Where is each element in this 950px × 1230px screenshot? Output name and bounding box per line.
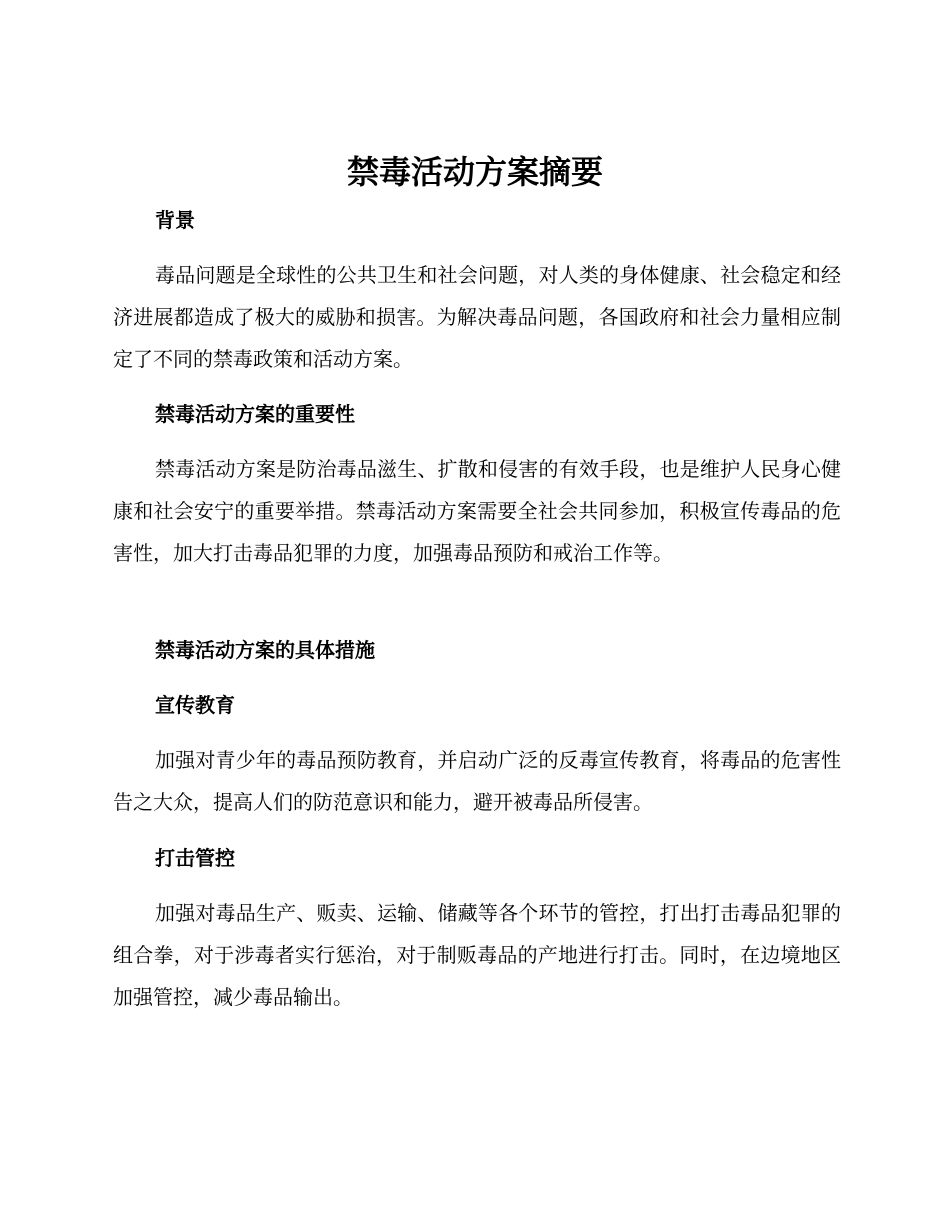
section-heading-background: 背景 bbox=[155, 208, 195, 232]
section-paragraph-enforcement: 加强对毒品生产、贩卖、运输、储藏等各个环节的管控，打出打击毒品犯罪的组合拳，对于涉毒者实行惩治，对于制贩毒品的产地进行打击。同时，在边境地区加强管控，减少毒品输出。 bbox=[113, 901, 841, 1009]
section-heading-importance: 禁毒活动方案的重要性 bbox=[155, 402, 355, 426]
section-paragraph-background: 毒品问题是全球性的公共卫生和社会问题，对人类的身体健康、社会稳定和经济进展都造成了极大的威胁和损害。为解决毒品问题，各国政府和社会力量相应制定了不同的禁毒政策和活动方案。 bbox=[113, 263, 841, 371]
section-heading-education: 宣传教育 bbox=[155, 693, 235, 717]
section-heading-measures: 禁毒活动方案的具体措施 bbox=[155, 638, 375, 662]
section-paragraph-education: 加强对青少年的毒品预防教育，并启动广泛的反毒宣传教育，将毒品的危害性告之大众，提高人们的防范意识和能力，避开被毒品所侵害。 bbox=[113, 748, 841, 814]
section-paragraph-importance: 禁毒活动方案是防治毒品滋生、扩散和侵害的有效手段，也是维护人民身心健康和社会安宁的重要举措。禁毒活动方案需要全社会共同参加，积极宣传毒品的危害性，加大打击毒品犯罪的力度，加强毒品预防和戒治工作等。 bbox=[113, 457, 841, 565]
document-title: 禁毒活动方案摘要 bbox=[346, 153, 603, 191]
section-heading-enforcement: 打击管控 bbox=[155, 846, 235, 870]
